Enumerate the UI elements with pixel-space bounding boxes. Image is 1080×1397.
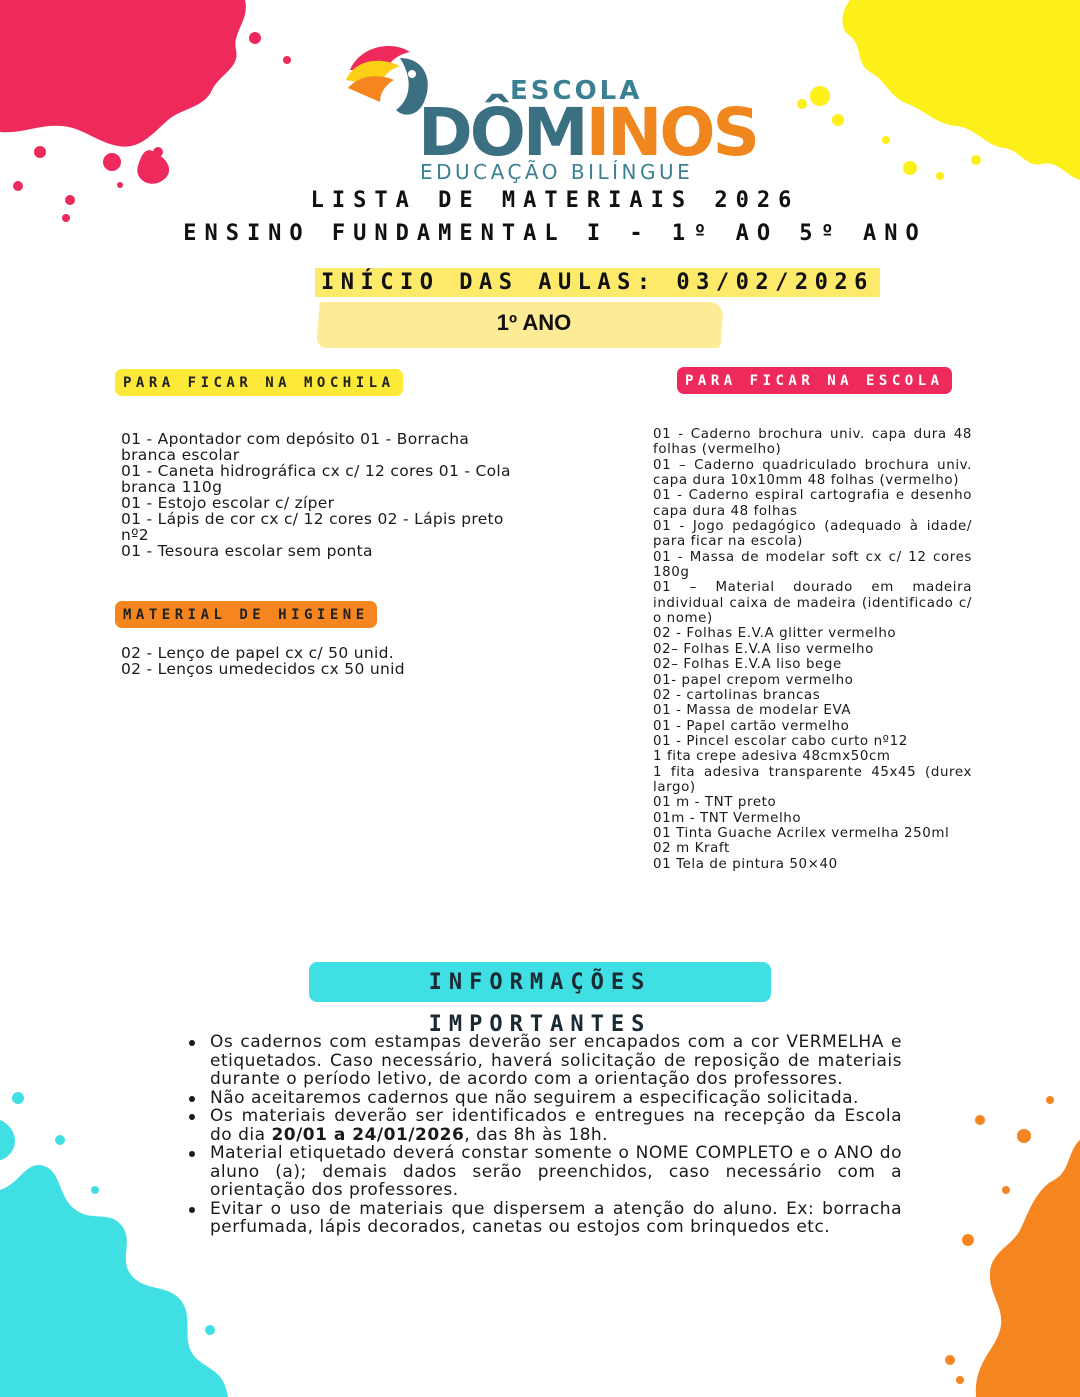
list-item: 01 - Apontador com depósito 01 - Borracha branca escolar xyxy=(121,430,470,464)
escola-list xyxy=(653,427,972,872)
list-item: 01 m - TNT preto xyxy=(653,795,777,811)
info-item: Material etiquetado deverá constar somente o NOME COMPLETO e o ANO do aluno (a); demais dados serão preenchidos, caso necessário com a orientação dos professores. xyxy=(184,1144,902,1200)
list-item: 01 - Estojo escolar c/ zíper xyxy=(121,494,335,512)
bullet-icon xyxy=(189,1207,195,1213)
mochila-list xyxy=(121,431,511,559)
logo-name: DÔMINOS xyxy=(418,94,758,171)
list-item: 01 - Pincel escolar cabo curto nº12 xyxy=(653,733,908,749)
orange-paint-splash xyxy=(920,1080,1080,1397)
list-item: 01 - Massa de modelar soft cx c/ 12 cores 180g xyxy=(653,549,972,581)
list-item: 02 m Kraft xyxy=(653,841,730,857)
info-section-tag: INFORMAÇÕES IMPORTANTES xyxy=(309,962,771,1002)
list-item: 01 - Tesoura escolar sem ponta xyxy=(121,542,373,560)
list-item: 01- papel crepom vermelho xyxy=(653,672,854,688)
yellow-paint-splash xyxy=(790,0,1080,200)
escola-section-tag: PARA FICAR NA ESCOLA xyxy=(677,367,952,394)
list-item: 01 Tinta Guache Acrilex vermelha 250ml xyxy=(653,825,950,841)
bullet-icon xyxy=(189,1096,195,1102)
bullet-icon xyxy=(189,1114,195,1120)
logo-escola: ESCOLA xyxy=(510,76,643,106)
page-title: LISTA DE MATERIAIS 2026 xyxy=(310,188,800,213)
school-logo xyxy=(340,40,758,190)
info-item: Não aceitaremos cadernos que não seguirem a especificação solicitada. xyxy=(184,1089,902,1108)
info-item: Os cadernos com estampas deverão ser encapados com a cor VERMELHA e etiquetados. Caso necessário, haverá solicitação de reposição de materiais durante o período letivo, de acordo com a orientação dos professores. xyxy=(184,1033,902,1089)
delivery-dates: 20/01 a 24/01/2026 xyxy=(271,1124,465,1145)
list-item: 02– Folhas E.V.A liso bege xyxy=(653,657,842,673)
info-item: Os materiais deverão ser identificados e entregues na recepção da Escola do dia 20/01 a 24/01/2026, das 8h às 18h. xyxy=(184,1107,902,1144)
list-item: 01 - Jogo pedagógico (adequado à idade/ para ficar na escola) xyxy=(653,519,972,550)
logo-subtitle: EDUCAÇÃO BILÍNGUE xyxy=(420,160,694,184)
list-item: 01 Tela de pintura 50×40 xyxy=(653,856,838,872)
year-label: 1º ANO xyxy=(496,310,572,335)
list-item: 01m - TNT Vermelho xyxy=(653,810,802,826)
bullet-icon xyxy=(189,1040,195,1046)
list-item: 02 - cartolinas brancas xyxy=(653,687,821,703)
list-item: 1 fita adesiva transparente 45x45 (durex largo) xyxy=(653,764,972,795)
list-item: 01 - Caneta hidrográfica cx c/ 12 cores 01 - Cola branca 110g xyxy=(121,462,511,496)
list-item: 01 - Caderno brochura univ. capa dura 48 folhas (vermelho) xyxy=(653,427,972,458)
info-list xyxy=(184,1033,902,1237)
start-date-banner: INÍCIO DAS AULAS: 03/02/2026 xyxy=(315,268,880,297)
list-item: 1 fita crepe adesiva 48cmx50cm xyxy=(653,749,891,765)
info-item: Evitar o uso de materiais que dispersem a atenção do aluno. Ex: borracha perfumada, lápis decorados, canetas ou estojos com brinquedos etc. xyxy=(184,1200,902,1237)
higiene-section-tag: MATERIAL DE HIGIENE xyxy=(115,601,377,628)
list-item: 01 - Massa de modelar EVA xyxy=(653,703,852,719)
list-item: 01 - Caderno espiral cartografia e desenho capa dura 48 folhas xyxy=(653,488,972,519)
list-item: 02 - Lenços umedecidos cx 50 unid xyxy=(121,660,405,678)
list-item: 02– Folhas E.V.A liso vermelho xyxy=(653,641,874,657)
list-item: 01 - Papel cartão vermelho xyxy=(653,718,850,734)
list-item: 01 – Material dourado em madeira individual caixa de madeira (identificado c/ o nome) xyxy=(653,580,972,627)
list-item: 01 – Caderno quadriculado brochura univ. capa dura 10x10mm 48 folhas (vermelho) xyxy=(653,457,972,489)
list-item: 02 - Lenço de papel cx c/ 50 unid. xyxy=(121,644,394,662)
mochila-section-tag: PARA FICAR NA MOCHILA xyxy=(115,369,403,396)
bullet-icon xyxy=(189,1151,195,1157)
list-item: 01 - Lápis de cor cx c/ 12 cores 02 - Lápis preto nº2 xyxy=(121,510,504,544)
higiene-list xyxy=(121,645,511,677)
page-subtitle: ENSINO FUNDAMENTAL I - 1º AO 5º ANO xyxy=(183,221,927,246)
list-item: 02 - Folhas E.V.A glitter vermelho xyxy=(653,626,897,642)
